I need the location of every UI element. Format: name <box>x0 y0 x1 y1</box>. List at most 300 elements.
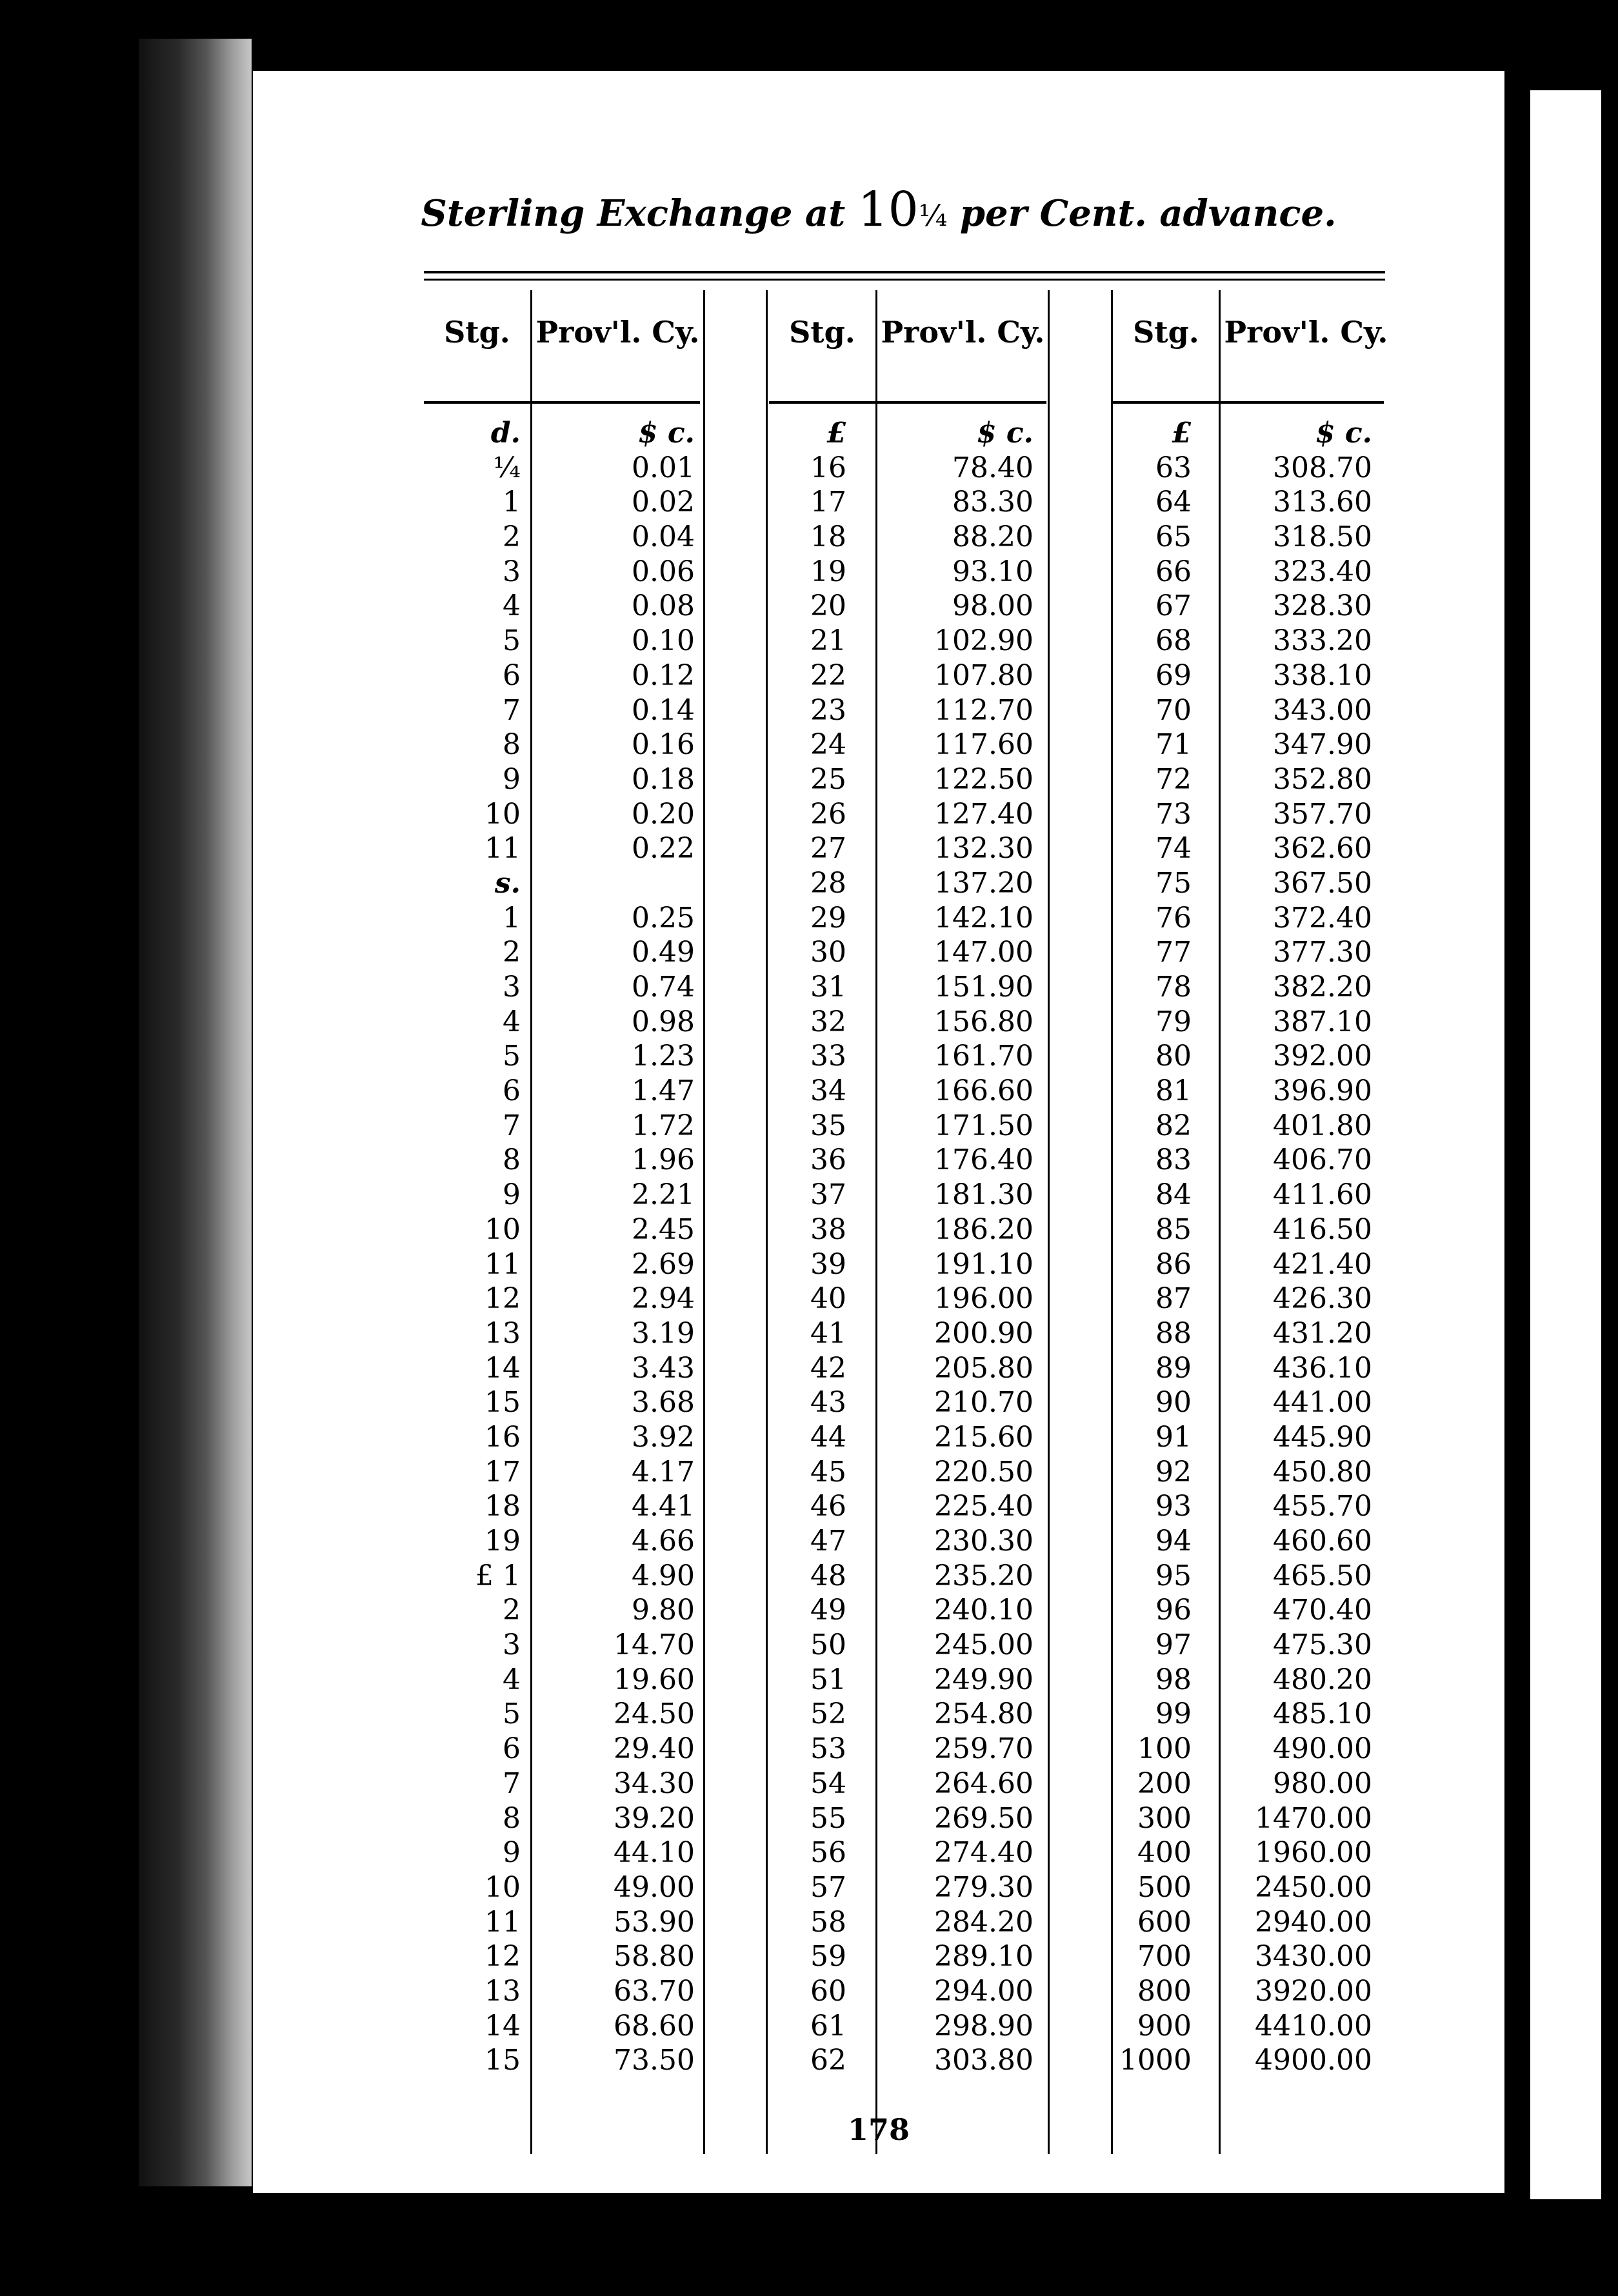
cy-cell: 4900.00 <box>1255 2044 1372 2077</box>
cy-cell: 2.69 <box>632 1247 695 1281</box>
cy-cell: 53.90 <box>614 1905 695 1939</box>
cy-cell: 0.14 <box>632 693 695 727</box>
stg-cell: 18 <box>484 1490 521 1523</box>
title-rate-fraction: ¼ <box>918 198 948 233</box>
cy-cell: 490.00 <box>1273 1732 1372 1766</box>
stg-cell: 27 <box>810 832 846 866</box>
stg-cell: 58 <box>810 1905 846 1939</box>
cy-cell: 0.49 <box>632 936 695 969</box>
stg-cell: 10 <box>484 1212 521 1246</box>
cy-cell: 445.90 <box>1273 1420 1372 1454</box>
cy-cell: 416.50 <box>1273 1212 1372 1246</box>
cy-unit-label: $ c. <box>976 417 1034 450</box>
book-spine-edge <box>139 39 252 2186</box>
stg-cell: 5 <box>503 624 521 658</box>
cy-cell: 117.60 <box>934 728 1034 762</box>
cy-cell: 485.10 <box>1273 1697 1372 1731</box>
stg-cell: 6 <box>503 1732 521 1766</box>
stg-cell: 78 <box>1155 971 1192 1004</box>
cy-cell <box>553 866 701 901</box>
stg-cell: 8 <box>503 1143 521 1177</box>
stg-cell: 24 <box>810 728 846 762</box>
cy-cell: 421.40 <box>1273 1247 1372 1281</box>
stg-cell: 21 <box>810 624 846 658</box>
stg-cell: 45 <box>810 1455 846 1489</box>
cy-cell: 0.10 <box>632 624 695 658</box>
cy-unit-label: $ c. <box>1315 417 1372 450</box>
cy-cell: 0.74 <box>632 971 695 1004</box>
cy-cell: 1.72 <box>632 1109 695 1142</box>
cy-cell: 436.10 <box>1273 1351 1372 1385</box>
stg-cell: 72 <box>1155 762 1192 796</box>
cy-cell: 215.60 <box>934 1420 1034 1454</box>
stg-cell: 40 <box>810 1282 846 1316</box>
cy-cell: 0.22 <box>632 832 695 866</box>
stg-cell: £ 1 <box>475 1559 521 1592</box>
stg-cell: 84 <box>1155 1178 1192 1212</box>
cy-cell: 88.20 <box>952 520 1034 554</box>
title-rule-top <box>424 271 1385 273</box>
cy-cell: 289.10 <box>934 1940 1034 1974</box>
stg-cell: 46 <box>810 1490 846 1523</box>
cy-cell: 392.00 <box>1273 1040 1372 1073</box>
stg-cell: 25 <box>810 762 846 796</box>
cy-cell: 98.00 <box>952 589 1034 623</box>
stg-cell: 33 <box>810 1040 846 1073</box>
stg-cell: 3 <box>503 971 521 1004</box>
cy-cell: 406.70 <box>1273 1143 1372 1177</box>
cy-cell: 0.06 <box>632 555 695 588</box>
cy-cell: 460.60 <box>1273 1525 1372 1558</box>
cy-cell: 328.30 <box>1273 589 1372 623</box>
stg-cell: 98 <box>1155 1663 1192 1696</box>
stg-unit-label: d. <box>490 417 521 450</box>
stg-cell: 36 <box>810 1143 846 1177</box>
cy-cell: 58.80 <box>614 1940 695 1974</box>
header-cy-2: Prov'l. Cy. <box>881 315 1045 350</box>
cy-cell: 347.90 <box>1273 728 1372 762</box>
stg-cell: 11 <box>484 1905 521 1939</box>
header-stg-1: Stg. <box>444 315 510 350</box>
stg-cell: 79 <box>1155 1005 1192 1038</box>
stg-cell: 62 <box>810 2044 846 2077</box>
stg-cell: 64 <box>1155 486 1192 519</box>
header-rule-1a <box>424 401 532 404</box>
stg-cell: 44 <box>810 1420 846 1454</box>
stg-cell: 5 <box>503 1697 521 1731</box>
cy-cell: 196.00 <box>934 1282 1034 1316</box>
stg-cell: 800 <box>1137 1974 1192 2008</box>
stg-cell: 900 <box>1137 2009 1192 2043</box>
cy-cell: 367.50 <box>1273 866 1372 900</box>
cy-cell: 4410.00 <box>1255 2009 1372 2043</box>
column-stg-3 <box>1059 416 1198 2078</box>
stg-cell: 1 <box>503 486 521 519</box>
stg-cell: 59 <box>810 1940 846 1974</box>
cy-cell: 259.70 <box>934 1732 1034 1766</box>
stg-cell: 26 <box>810 797 846 831</box>
cy-cell: 387.10 <box>1273 1005 1372 1038</box>
header-stg-2: Stg. <box>789 315 855 350</box>
cy-cell: 205.80 <box>934 1351 1034 1385</box>
cy-cell: 0.04 <box>632 520 695 554</box>
cy-cell: 396.90 <box>1273 1074 1372 1108</box>
cy-cell: 39.20 <box>614 1801 695 1835</box>
stg-cell: 95 <box>1155 1559 1192 1592</box>
cy-cell: 0.18 <box>632 762 695 796</box>
stg-cell: 66 <box>1155 555 1192 588</box>
stg-cell: 28 <box>810 866 846 900</box>
cy-cell: 372.40 <box>1273 901 1372 935</box>
stg-cell: 400 <box>1137 1836 1192 1870</box>
divider-2c <box>1048 290 1050 2154</box>
cy-cell: 19.60 <box>614 1663 695 1696</box>
stg-cell: 53 <box>810 1732 846 1766</box>
stg-cell: 35 <box>810 1109 846 1142</box>
cy-cell: 2940.00 <box>1255 1905 1372 1939</box>
cy-cell: 0.08 <box>632 589 695 623</box>
cy-cell: 3430.00 <box>1255 1940 1372 1974</box>
stg-cell: 96 <box>1155 1594 1192 1627</box>
cy-cell: 308.70 <box>1273 451 1372 484</box>
cy-cell: 480.20 <box>1273 1663 1372 1696</box>
cy-cell: 225.40 <box>934 1490 1034 1523</box>
page-title <box>253 182 1504 237</box>
cy-cell: 450.80 <box>1273 1455 1372 1489</box>
stg-cell: 48 <box>810 1559 846 1592</box>
stg-cell: 10 <box>484 1870 521 1904</box>
cy-cell: 4.17 <box>632 1455 695 1489</box>
cy-cell: 377.30 <box>1273 936 1372 969</box>
cy-cell: 3920.00 <box>1255 1974 1372 2008</box>
stg-cell: 100 <box>1137 1732 1192 1766</box>
cy-cell: 455.70 <box>1273 1490 1372 1523</box>
cy-cell: 470.40 <box>1273 1594 1372 1627</box>
cy-cell: 112.70 <box>934 693 1034 727</box>
cy-cell: 24.50 <box>614 1697 695 1731</box>
cy-cell: 338.10 <box>1273 658 1372 692</box>
stg-cell: 49 <box>810 1594 846 1627</box>
stg-cell: 69 <box>1155 658 1192 692</box>
header-rule-3 <box>1113 401 1384 404</box>
cy-cell: 2.21 <box>632 1178 695 1212</box>
stg-cell: 29 <box>810 901 846 935</box>
stg-cell: 65 <box>1155 520 1192 554</box>
cy-cell: 176.40 <box>934 1143 1034 1177</box>
header-rule-2 <box>769 401 1046 404</box>
stg-cell: 56 <box>810 1836 846 1870</box>
cy-cell: 127.40 <box>934 797 1034 831</box>
stg-cell: 55 <box>810 1801 846 1835</box>
stg-cell: 67 <box>1155 589 1192 623</box>
cy-cell: 352.80 <box>1273 762 1372 796</box>
stg-cell: 92 <box>1155 1455 1192 1489</box>
cy-cell: 3.43 <box>632 1351 695 1385</box>
stg-cell: 10 <box>484 797 521 831</box>
stg-cell: 1000 <box>1119 2044 1192 2077</box>
stg-cell: 90 <box>1155 1386 1192 1420</box>
cy-cell: 362.60 <box>1273 832 1372 866</box>
column-cy-2 <box>882 416 1040 2078</box>
cy-cell: 401.80 <box>1273 1109 1372 1142</box>
stg-cell: 15 <box>484 1386 521 1420</box>
stg-cell: 7 <box>503 1767 521 1800</box>
cy-cell: 249.90 <box>934 1663 1034 1696</box>
cy-cell: 230.30 <box>934 1525 1034 1558</box>
cy-cell: 426.30 <box>1273 1282 1372 1316</box>
cy-cell: 29.40 <box>614 1732 695 1766</box>
cy-cell: 1.23 <box>632 1040 695 1073</box>
cy-cell: 83.30 <box>952 486 1034 519</box>
column-stg-2 <box>717 416 853 2078</box>
title-text-after: per Cent. advance. <box>947 192 1337 235</box>
cy-cell: 235.20 <box>934 1559 1034 1592</box>
cy-cell: 73.50 <box>614 2044 695 2077</box>
cy-cell: 68.60 <box>614 2009 695 2043</box>
stg-cell: 300 <box>1137 1801 1192 1835</box>
stg-cell: 86 <box>1155 1247 1192 1281</box>
stg-cell: 16 <box>810 451 846 484</box>
stg-cell: 93 <box>1155 1490 1192 1523</box>
book-page <box>253 71 1504 2193</box>
stg-cell: ¼ <box>493 451 521 484</box>
cy-cell: 2.94 <box>632 1282 695 1316</box>
stg-cell: 42 <box>810 1351 846 1385</box>
stg-cell: 7 <box>503 693 521 727</box>
cy-cell: 107.80 <box>934 658 1034 692</box>
cy-cell: 4.66 <box>632 1525 695 1558</box>
cy-cell: 475.30 <box>1273 1628 1372 1662</box>
cy-cell: 323.40 <box>1273 555 1372 588</box>
cy-cell: 122.50 <box>934 762 1034 796</box>
stg-cell: 75 <box>1155 866 1192 900</box>
stg-cell: 19 <box>810 555 846 588</box>
stg-cell: 71 <box>1155 728 1192 762</box>
stg-cell: 74 <box>1155 832 1192 866</box>
cy-cell: 298.90 <box>934 2009 1034 2043</box>
title-rule-bottom <box>424 279 1385 281</box>
stg-cell: 61 <box>810 2009 846 2043</box>
cy-cell: 0.98 <box>632 1005 695 1038</box>
cy-cell: 102.90 <box>934 624 1034 658</box>
stg-unit-label: £ <box>826 417 846 450</box>
stg-cell: 88 <box>1155 1316 1192 1350</box>
divider-1b <box>703 290 705 2154</box>
cy-cell: 411.60 <box>1273 1178 1372 1212</box>
stg-cell: 500 <box>1137 1870 1192 1904</box>
stg-cell: 30 <box>810 936 846 969</box>
stg-cell: 63 <box>1155 451 1192 484</box>
cy-cell: 1.47 <box>632 1074 695 1108</box>
cy-cell: 2450.00 <box>1255 1870 1372 1904</box>
stg-cell: 57 <box>810 1870 846 1904</box>
stg-cell: s. <box>494 866 521 900</box>
cy-cell: 279.30 <box>934 1870 1034 1904</box>
facing-page-edge <box>1530 90 1601 2199</box>
divider-2b <box>875 290 877 2154</box>
cy-cell: 431.20 <box>1273 1316 1372 1350</box>
stg-cell: 4 <box>503 589 521 623</box>
stg-cell: 18 <box>810 520 846 554</box>
cy-cell: 313.60 <box>1273 486 1372 519</box>
stg-cell: 3 <box>503 555 521 588</box>
cy-cell: 142.10 <box>934 901 1034 935</box>
cy-cell: 0.16 <box>632 728 695 762</box>
stg-cell: 38 <box>810 1212 846 1246</box>
cy-cell: 0.25 <box>632 901 695 935</box>
cy-cell: 44.10 <box>614 1836 695 1870</box>
cy-cell: 343.00 <box>1273 693 1372 727</box>
column-cy-1 <box>553 416 701 2078</box>
divider-1a <box>530 290 532 2154</box>
cy-cell: 78.40 <box>952 451 1034 484</box>
title-rate: 10 <box>857 182 919 237</box>
page-number: 178 <box>847 2112 910 2147</box>
stg-cell: 99 <box>1155 1697 1192 1731</box>
stg-cell: 80 <box>1155 1040 1192 1073</box>
header-cy-1: Prov'l. Cy. <box>535 315 700 350</box>
stg-cell: 8 <box>503 1801 521 1835</box>
stg-cell: 82 <box>1155 1109 1192 1142</box>
cy-cell: 210.70 <box>934 1386 1034 1420</box>
cy-cell: 156.80 <box>934 1005 1034 1038</box>
column-cy-3 <box>1221 416 1379 2078</box>
cy-cell: 9.80 <box>632 1594 695 1627</box>
cy-cell: 1470.00 <box>1255 1801 1372 1835</box>
stg-cell: 50 <box>810 1628 846 1662</box>
stg-cell: 11 <box>484 832 521 866</box>
cy-cell: 333.20 <box>1273 624 1372 658</box>
stg-cell: 97 <box>1155 1628 1192 1662</box>
column-stg-1 <box>398 416 527 2078</box>
cy-cell: 240.10 <box>934 1594 1034 1627</box>
stg-cell: 41 <box>810 1316 846 1350</box>
stg-cell: 51 <box>810 1663 846 1696</box>
stg-cell: 81 <box>1155 1074 1192 1108</box>
cy-cell: 3.19 <box>632 1316 695 1350</box>
stg-cell: 52 <box>810 1697 846 1731</box>
cy-cell: 14.70 <box>614 1628 695 1662</box>
stg-cell: 12 <box>484 1940 521 1974</box>
stg-cell: 16 <box>484 1420 521 1454</box>
cy-cell: 93.10 <box>952 555 1034 588</box>
stg-cell: 94 <box>1155 1525 1192 1558</box>
stg-cell: 9 <box>503 762 521 796</box>
stg-cell: 2 <box>503 936 521 969</box>
cy-cell: 147.00 <box>934 936 1034 969</box>
stg-cell: 17 <box>484 1455 521 1489</box>
stg-cell: 60 <box>810 1974 846 2008</box>
stg-cell: 20 <box>810 589 846 623</box>
stg-cell: 73 <box>1155 797 1192 831</box>
stg-cell: 54 <box>810 1767 846 1800</box>
stg-unit-label: £ <box>1172 417 1192 450</box>
cy-cell: 186.20 <box>934 1212 1034 1246</box>
stg-cell: 68 <box>1155 624 1192 658</box>
stg-cell: 15 <box>484 2044 521 2077</box>
stg-cell: 200 <box>1137 1767 1192 1800</box>
stg-cell: 91 <box>1155 1420 1192 1454</box>
stg-cell: 31 <box>810 971 846 1004</box>
cy-cell: 166.60 <box>934 1074 1034 1108</box>
stg-cell: 1 <box>503 901 521 935</box>
stg-cell: 32 <box>810 1005 846 1038</box>
stg-cell: 23 <box>810 693 846 727</box>
stg-cell: 9 <box>503 1836 521 1870</box>
stg-cell: 19 <box>484 1525 521 1558</box>
cy-cell: 132.30 <box>934 832 1034 866</box>
cy-cell: 441.00 <box>1273 1386 1372 1420</box>
stg-cell: 4 <box>503 1663 521 1696</box>
stg-cell: 70 <box>1155 693 1192 727</box>
cy-cell: 382.20 <box>1273 971 1372 1004</box>
stg-cell: 37 <box>810 1178 846 1212</box>
cy-cell: 284.20 <box>934 1905 1034 1939</box>
stg-cell: 14 <box>484 2009 521 2043</box>
stg-cell: 2 <box>503 1594 521 1627</box>
header-cy-3: Prov'l. Cy. <box>1224 315 1388 350</box>
title-text-before: Sterling Exchange at <box>421 192 858 235</box>
stg-cell: 4 <box>503 1005 521 1038</box>
cy-cell: 181.30 <box>934 1178 1034 1212</box>
cy-cell: 191.10 <box>934 1247 1034 1281</box>
cy-cell: 34.30 <box>614 1767 695 1800</box>
cy-cell: 465.50 <box>1273 1559 1372 1592</box>
cy-cell: 63.70 <box>614 1974 695 2008</box>
stg-cell: 89 <box>1155 1351 1192 1385</box>
cy-cell: 1.96 <box>632 1143 695 1177</box>
cy-cell: 274.40 <box>934 1836 1034 1870</box>
stg-cell: 76 <box>1155 901 1192 935</box>
cy-cell: 2.45 <box>632 1212 695 1246</box>
cy-cell: 254.80 <box>934 1697 1034 1731</box>
cy-cell: 151.90 <box>934 971 1034 1004</box>
cy-cell: 0.02 <box>632 486 695 519</box>
stg-cell: 14 <box>484 1351 521 1385</box>
cy-cell: 0.12 <box>632 658 695 692</box>
stg-cell: 85 <box>1155 1212 1192 1246</box>
stg-cell: 43 <box>810 1386 846 1420</box>
cy-cell: 294.00 <box>934 1974 1034 2008</box>
cy-cell: 4.90 <box>632 1559 695 1592</box>
cy-cell: 49.00 <box>614 1870 695 1904</box>
stg-cell: 77 <box>1155 936 1192 969</box>
stg-cell: 700 <box>1137 1940 1192 1974</box>
stg-cell: 600 <box>1137 1905 1192 1939</box>
stg-cell: 47 <box>810 1525 846 1558</box>
cy-cell: 0.20 <box>632 797 695 831</box>
cy-cell: 200.90 <box>934 1316 1034 1350</box>
stg-cell: 8 <box>503 728 521 762</box>
header-rule-1b <box>532 401 700 404</box>
stg-cell: 7 <box>503 1109 521 1142</box>
cy-cell: 3.68 <box>632 1386 695 1420</box>
cy-cell: 318.50 <box>1273 520 1372 554</box>
stg-cell: 6 <box>503 658 521 692</box>
stg-cell: 17 <box>810 486 846 519</box>
stg-cell: 34 <box>810 1074 846 1108</box>
stg-cell: 3 <box>503 1628 521 1662</box>
header-stg-3: Stg. <box>1133 315 1199 350</box>
cy-cell: 1960.00 <box>1255 1836 1372 1870</box>
stg-cell: 5 <box>503 1040 521 1073</box>
stg-cell: 83 <box>1155 1143 1192 1177</box>
cy-cell: 137.20 <box>934 866 1034 900</box>
stg-cell: 11 <box>484 1247 521 1281</box>
cy-cell: 980.00 <box>1273 1767 1372 1800</box>
stg-cell: 9 <box>503 1178 521 1212</box>
cy-cell: 161.70 <box>934 1040 1034 1073</box>
